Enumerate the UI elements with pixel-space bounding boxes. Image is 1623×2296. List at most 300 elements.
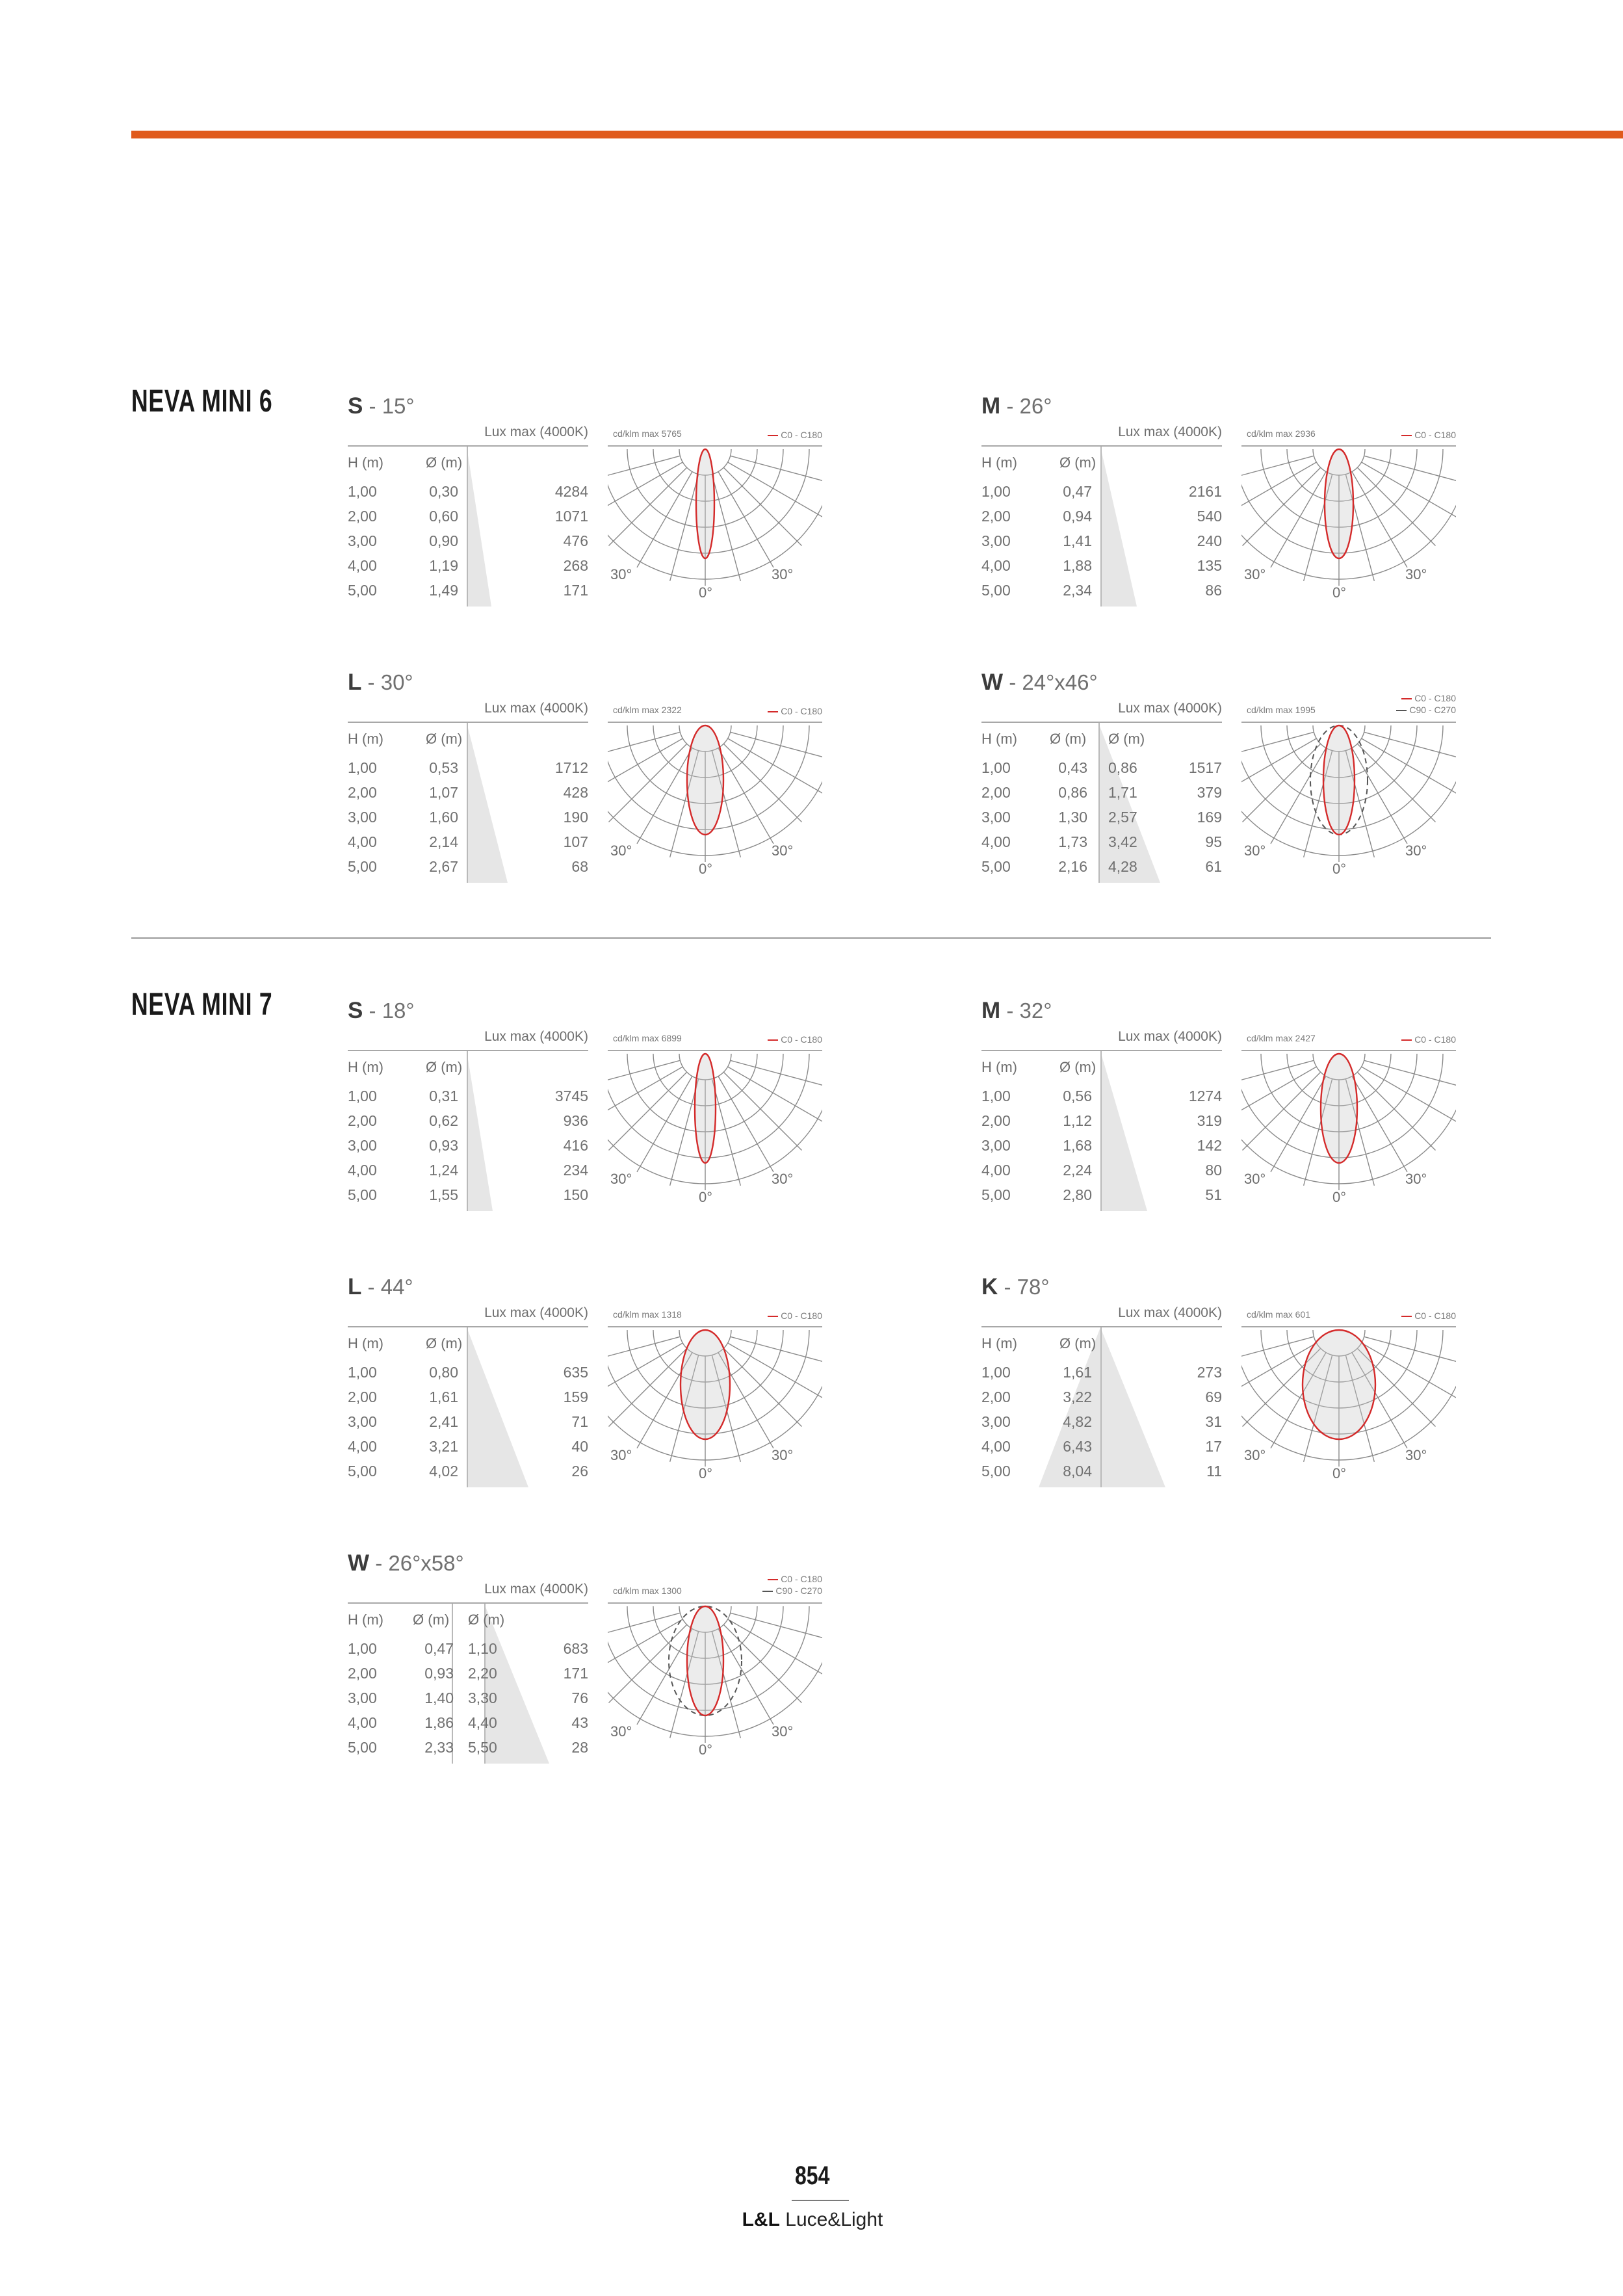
legend-swatch bbox=[768, 1579, 778, 1580]
cd-klm-label bbox=[613, 428, 682, 439]
table-cell: 1,61 bbox=[429, 1389, 458, 1405]
table-cell: 3,30 bbox=[468, 1689, 497, 1706]
table-cell: 2,00 bbox=[348, 1389, 377, 1405]
section-title: NEVA MINI 6 bbox=[131, 384, 273, 419]
table-cell: 4284 bbox=[554, 483, 588, 500]
polar-ray bbox=[1271, 1076, 1326, 1172]
page-number: 854 bbox=[795, 2161, 830, 2190]
beam-sep: - bbox=[361, 1275, 381, 1299]
legend-label: C0 - C180 bbox=[781, 1034, 822, 1045]
cd-max: max 5765 bbox=[642, 428, 682, 439]
angle-label-right: 30° bbox=[1405, 566, 1427, 582]
beam-spread-shape bbox=[467, 1051, 610, 1214]
beam-spread-triangle bbox=[1100, 447, 1137, 607]
column-header: H (m) bbox=[348, 454, 383, 471]
cd-unit: cd/klm bbox=[613, 428, 640, 439]
legend-entry bbox=[1401, 1034, 1456, 1045]
beam-sep: - bbox=[1003, 670, 1022, 694]
beam-letter: W bbox=[981, 670, 1004, 695]
polar-ray bbox=[637, 1076, 692, 1172]
table-cell: 273 bbox=[1197, 1364, 1222, 1381]
table-cell: 1,00 bbox=[348, 1364, 377, 1381]
polar-grid bbox=[1241, 723, 1456, 892]
table-cell: 2,16 bbox=[1058, 858, 1087, 875]
table-cell: 107 bbox=[563, 833, 588, 850]
table-cell: 0,90 bbox=[429, 532, 458, 549]
beam-title bbox=[348, 393, 415, 419]
table-cell: 8,04 bbox=[1063, 1463, 1092, 1480]
table-cell: 5,00 bbox=[981, 582, 1011, 599]
lux-table bbox=[981, 701, 1222, 896]
legend-entry bbox=[768, 430, 822, 440]
polar-diagram bbox=[608, 1305, 822, 1494]
table-cell: 2,00 bbox=[981, 508, 1011, 525]
angle-label-left: 30° bbox=[610, 1723, 632, 1740]
column-header: H (m) bbox=[981, 731, 1017, 747]
polar-grid bbox=[608, 723, 822, 892]
polar-ray bbox=[728, 1619, 824, 1675]
table-cell: 76 bbox=[571, 1689, 588, 1706]
column-header: Ø (m) bbox=[426, 731, 463, 747]
table-cell: 11 bbox=[1206, 1463, 1222, 1480]
table-cell: 2161 bbox=[1188, 483, 1222, 500]
table-cell: 1,86 bbox=[424, 1714, 454, 1731]
beam-spread-shape bbox=[467, 723, 610, 885]
lux-max-label: Lux max (4000K) bbox=[1118, 1305, 1222, 1320]
table-cell: 2,00 bbox=[981, 784, 1011, 801]
table-cell: 5,00 bbox=[348, 582, 377, 599]
legend-label: C0 - C180 bbox=[781, 1574, 822, 1584]
table-cell: 3,00 bbox=[348, 809, 377, 826]
table-cell: 2,33 bbox=[424, 1739, 454, 1756]
angle-label-right: 30° bbox=[1405, 1171, 1427, 1187]
table-cell: 1517 bbox=[1188, 759, 1222, 776]
column-header: Ø (m) bbox=[1108, 731, 1145, 747]
legend-entry bbox=[768, 1034, 822, 1045]
table-cell: 3,00 bbox=[981, 809, 1011, 826]
beam-spread-shape bbox=[1100, 1051, 1243, 1214]
table-cell: 936 bbox=[563, 1112, 588, 1129]
lux-table bbox=[348, 1305, 588, 1500]
table-cell: 2,00 bbox=[981, 1112, 1011, 1129]
table-cell: 2,00 bbox=[348, 1112, 377, 1129]
beam-letter: M bbox=[981, 998, 1001, 1023]
beam-spread-triangle bbox=[467, 723, 508, 883]
table-cell: 43 bbox=[571, 1714, 588, 1731]
table-cell: 1,30 bbox=[1058, 809, 1087, 826]
table-cell: 4,00 bbox=[348, 557, 377, 574]
table-cell: 319 bbox=[1197, 1112, 1222, 1129]
table-cell: 17 bbox=[1205, 1438, 1222, 1455]
table-cell: 3,22 bbox=[1063, 1389, 1092, 1405]
polar-ray bbox=[1364, 1060, 1471, 1089]
table-cell: 3,00 bbox=[348, 1413, 377, 1430]
angle-label-right: 30° bbox=[772, 1447, 794, 1463]
polar-ray bbox=[728, 1343, 824, 1398]
angle-label-left: 30° bbox=[1244, 1171, 1266, 1187]
column-header: Ø (m) bbox=[1059, 1335, 1097, 1351]
beam-title bbox=[981, 998, 1052, 1024]
table-cell: 476 bbox=[563, 532, 588, 549]
polar-grid bbox=[1241, 1327, 1456, 1496]
polar-ray bbox=[731, 1060, 837, 1089]
table-cell: 4,00 bbox=[981, 833, 1011, 850]
table-cell: 1,40 bbox=[424, 1689, 454, 1706]
table-cell: 28 bbox=[571, 1739, 588, 1756]
column-header: Ø (m) bbox=[468, 1611, 505, 1628]
polar-ray bbox=[1243, 467, 1321, 545]
table-cell: 1,00 bbox=[981, 1364, 1011, 1381]
table-cell: 3,00 bbox=[981, 532, 1011, 549]
table-cell: 0,47 bbox=[1063, 483, 1092, 500]
table-cell: 142 bbox=[1197, 1137, 1222, 1154]
table-cell: 1,88 bbox=[1063, 557, 1092, 574]
polar-ray bbox=[637, 748, 692, 844]
table-cell: 4,82 bbox=[1063, 1413, 1092, 1430]
beam-sep: - bbox=[361, 670, 381, 694]
angle-label-bottom: 0° bbox=[1332, 584, 1347, 601]
table-cell: 0,94 bbox=[1063, 508, 1092, 525]
table-cell: 3,00 bbox=[981, 1413, 1011, 1430]
table-cell: 1,00 bbox=[348, 1088, 377, 1104]
photometric-block bbox=[981, 670, 1456, 884]
column-header: H (m) bbox=[348, 731, 383, 747]
column-header: H (m) bbox=[348, 1059, 383, 1075]
cd-klm-label bbox=[613, 1585, 682, 1596]
polar-ray bbox=[1271, 748, 1326, 844]
cd-max: max 1318 bbox=[642, 1309, 682, 1320]
lux-max-label: Lux max (4000K) bbox=[1118, 701, 1222, 716]
table-cell: 0,93 bbox=[429, 1137, 458, 1154]
polar-ray bbox=[728, 738, 824, 794]
table-cell: 61 bbox=[1205, 858, 1222, 875]
polar-ray bbox=[1357, 467, 1435, 545]
legend-swatch bbox=[1401, 1316, 1412, 1317]
photometric-block bbox=[348, 670, 822, 884]
polar-ray bbox=[1352, 748, 1407, 844]
polar-ray bbox=[670, 1079, 699, 1186]
angle-label-left: 30° bbox=[1244, 842, 1266, 859]
legend-label: C0 - C180 bbox=[1414, 430, 1456, 440]
lux-max-label: Lux max (4000K) bbox=[484, 701, 588, 716]
column-header: Ø (m) bbox=[1059, 454, 1097, 471]
angle-label-right: 30° bbox=[772, 1171, 794, 1187]
table-cell: 3745 bbox=[554, 1088, 588, 1104]
beam-angle: 26°x58° bbox=[388, 1551, 464, 1575]
table-cell: 683 bbox=[563, 1640, 588, 1657]
table-cell: 1,73 bbox=[1058, 833, 1087, 850]
photometric-block bbox=[981, 1274, 1456, 1489]
polar-ray bbox=[1243, 1072, 1321, 1150]
polar-diagram bbox=[608, 424, 822, 613]
cd-max: max 1300 bbox=[642, 1585, 682, 1596]
table-cell: 3,42 bbox=[1108, 833, 1137, 850]
table-cell: 379 bbox=[1197, 784, 1222, 801]
table-cell: 2,80 bbox=[1063, 1186, 1092, 1203]
table-col-divider bbox=[1100, 1051, 1102, 1211]
legend-label: C0 - C180 bbox=[1414, 693, 1456, 703]
angle-label-bottom: 0° bbox=[699, 1742, 713, 1758]
polar-ray bbox=[1364, 732, 1471, 761]
polar-ray bbox=[731, 456, 837, 484]
table-cell: 3,21 bbox=[429, 1438, 458, 1455]
table-cell: 4,02 bbox=[429, 1463, 458, 1480]
legend-label: C90 - C270 bbox=[775, 1585, 822, 1596]
c0-curve bbox=[681, 1330, 730, 1439]
legend-label: C0 - C180 bbox=[1414, 1311, 1456, 1321]
column-header: Ø (m) bbox=[1050, 731, 1087, 747]
column-header: Ø (m) bbox=[413, 1611, 450, 1628]
beam-sep: - bbox=[369, 1551, 389, 1575]
polar-diagram bbox=[1241, 1029, 1456, 1218]
table-col-divider bbox=[467, 1327, 468, 1487]
beam-angle: 24°x46° bbox=[1022, 670, 1098, 694]
polar-ray bbox=[1364, 1337, 1471, 1365]
table-cell: 135 bbox=[1197, 557, 1222, 574]
table-cell: 0,31 bbox=[429, 1088, 458, 1104]
polar-grid bbox=[1241, 447, 1456, 616]
table-cell: 3,00 bbox=[348, 1689, 377, 1706]
footer-divider bbox=[792, 2200, 849, 2201]
beam-angle: 32° bbox=[1019, 998, 1052, 1023]
legend-entry bbox=[1401, 693, 1456, 703]
polar-ray bbox=[609, 1072, 687, 1150]
table-cell: 5,00 bbox=[348, 1186, 377, 1203]
photometric-block bbox=[348, 998, 822, 1212]
cd-unit: cd/klm bbox=[1247, 428, 1273, 439]
beam-letter: L bbox=[348, 1274, 362, 1299]
photometric-block bbox=[348, 1550, 822, 1765]
table-cell: 26 bbox=[571, 1463, 588, 1480]
polar-grid bbox=[608, 447, 822, 616]
legend-entry bbox=[768, 706, 822, 716]
angle-label-left: 30° bbox=[610, 1171, 632, 1187]
beam-letter: S bbox=[348, 393, 363, 419]
beam-spread-triangle bbox=[1100, 1051, 1147, 1211]
table-cell: 4,00 bbox=[981, 1162, 1011, 1179]
column-header: Ø (m) bbox=[426, 454, 463, 471]
table-cell: 0,60 bbox=[429, 508, 458, 525]
table-cell: 6,43 bbox=[1063, 1438, 1092, 1455]
cd-unit: cd/klm bbox=[613, 1585, 640, 1596]
table-cell: 5,00 bbox=[981, 1186, 1011, 1203]
legend-label: C90 - C270 bbox=[1409, 705, 1456, 715]
beam-sep: - bbox=[1000, 394, 1020, 418]
table-cell: 1,00 bbox=[981, 1088, 1011, 1104]
polar-ray bbox=[609, 1348, 687, 1426]
table-cell: 2,67 bbox=[429, 858, 458, 875]
table-cell: 1,60 bbox=[429, 809, 458, 826]
table-cell: 5,00 bbox=[981, 858, 1011, 875]
table-cell: 69 bbox=[1205, 1389, 1222, 1405]
table-cell: 234 bbox=[563, 1162, 588, 1179]
legend-label: C0 - C180 bbox=[781, 706, 822, 716]
table-cell: 0,93 bbox=[424, 1665, 454, 1682]
polar-diagram bbox=[1241, 1305, 1456, 1494]
table-cell: 416 bbox=[563, 1137, 588, 1154]
table-cell: 240 bbox=[1197, 532, 1222, 549]
table-cell: 5,00 bbox=[348, 1463, 377, 1480]
table-cell: 4,00 bbox=[348, 833, 377, 850]
table-cell: 51 bbox=[1205, 1186, 1222, 1203]
lux-max-label: Lux max (4000K) bbox=[1118, 1029, 1222, 1044]
beam-title bbox=[348, 1274, 413, 1300]
polar-ray bbox=[723, 467, 801, 545]
cd-max: max 6899 bbox=[642, 1033, 682, 1043]
cd-unit: cd/klm bbox=[1247, 1309, 1273, 1320]
lux-max-label: Lux max (4000K) bbox=[484, 424, 588, 439]
table-cell: 95 bbox=[1205, 833, 1222, 850]
legend-label: C0 - C180 bbox=[1414, 1034, 1456, 1045]
polar-ray bbox=[1362, 1067, 1457, 1122]
table-cell: 31 bbox=[1205, 1413, 1222, 1430]
angle-label-right: 30° bbox=[772, 1723, 794, 1740]
table-cell: 2,34 bbox=[1063, 582, 1092, 599]
table-cell: 2,00 bbox=[348, 784, 377, 801]
table-cell: 169 bbox=[1197, 809, 1222, 826]
table-cell: 1,55 bbox=[429, 1186, 458, 1203]
beam-title bbox=[348, 670, 413, 696]
lux-max-label: Lux max (4000K) bbox=[484, 1029, 588, 1044]
photometric-block bbox=[981, 393, 1456, 608]
polar-ray bbox=[637, 472, 692, 567]
beam-spread-shape bbox=[1100, 447, 1243, 609]
table-cell: 190 bbox=[563, 809, 588, 826]
cd-klm-label bbox=[1247, 428, 1316, 439]
table-cell: 5,50 bbox=[468, 1739, 497, 1756]
legend-label: C0 - C180 bbox=[781, 430, 822, 440]
angle-label-right: 30° bbox=[772, 566, 794, 582]
beam-title bbox=[348, 998, 415, 1024]
lux-max-label: Lux max (4000K) bbox=[1118, 424, 1222, 439]
table-cell: 0,47 bbox=[424, 1640, 454, 1657]
legend-swatch bbox=[768, 1039, 778, 1041]
cd-unit: cd/klm bbox=[613, 705, 640, 715]
table-cell: 4,40 bbox=[468, 1714, 497, 1731]
cd-max: max 2427 bbox=[1275, 1033, 1316, 1043]
angle-label-bottom: 0° bbox=[699, 1465, 713, 1481]
legend-entry bbox=[768, 1574, 822, 1584]
table-cell: 1,12 bbox=[1063, 1112, 1092, 1129]
polar-ray bbox=[1243, 744, 1321, 822]
legend-swatch bbox=[768, 711, 778, 712]
column-header: Ø (m) bbox=[1059, 1059, 1097, 1075]
cd-unit: cd/klm bbox=[613, 1033, 640, 1043]
lux-table bbox=[981, 424, 1222, 620]
table-cell: 3,00 bbox=[981, 1137, 1011, 1154]
beam-sep: - bbox=[363, 394, 382, 418]
beam-letter: K bbox=[981, 1274, 998, 1299]
legend-swatch bbox=[762, 1591, 773, 1592]
angle-label-left: 30° bbox=[1244, 566, 1266, 582]
legend-swatch bbox=[1401, 435, 1412, 436]
angle-label-bottom: 0° bbox=[699, 861, 713, 877]
polar-ray bbox=[723, 1072, 801, 1150]
c0-curve bbox=[1303, 1330, 1375, 1439]
polar-ray bbox=[712, 475, 740, 581]
table-cell: 1,68 bbox=[1063, 1137, 1092, 1154]
beam-angle: 30° bbox=[380, 670, 413, 694]
polar-ray bbox=[718, 472, 773, 567]
cd-klm-label bbox=[1247, 1309, 1310, 1320]
table-cell: 1,24 bbox=[429, 1162, 458, 1179]
polar-ray bbox=[731, 732, 837, 761]
table-cell: 0,30 bbox=[429, 483, 458, 500]
table-cell: 1,61 bbox=[1063, 1364, 1092, 1381]
c0-curve bbox=[696, 449, 714, 558]
table-col-divider bbox=[1100, 1327, 1102, 1487]
table-cell: 4,00 bbox=[981, 1438, 1011, 1455]
table-col-divider bbox=[1098, 723, 1100, 883]
c0-curve bbox=[1321, 1054, 1357, 1163]
polar-ray bbox=[1352, 1076, 1407, 1172]
table-cell: 2,00 bbox=[981, 1389, 1011, 1405]
beam-sep: - bbox=[1000, 998, 1020, 1023]
angle-label-left: 30° bbox=[610, 842, 632, 859]
beam-title bbox=[981, 670, 1098, 696]
table-cell: 2,41 bbox=[429, 1413, 458, 1430]
table-cell: 1712 bbox=[554, 759, 588, 776]
polar-diagram bbox=[1241, 424, 1456, 613]
table-cell: 2,20 bbox=[468, 1665, 497, 1682]
angle-label-bottom: 0° bbox=[1332, 861, 1347, 877]
cd-max: max 2936 bbox=[1275, 428, 1316, 439]
table-cell: 0,86 bbox=[1108, 759, 1137, 776]
legend-swatch bbox=[768, 1316, 778, 1317]
polar-ray bbox=[731, 1337, 837, 1365]
beam-letter: W bbox=[348, 1550, 370, 1576]
beam-angle: 15° bbox=[382, 394, 415, 418]
c0-curve bbox=[687, 1606, 723, 1715]
legend-swatch bbox=[1401, 1039, 1412, 1041]
polar-ray bbox=[609, 744, 687, 822]
cd-klm-label bbox=[613, 1309, 682, 1320]
table-col-divider bbox=[467, 447, 468, 607]
table-cell: 0,86 bbox=[1058, 784, 1087, 801]
table-cell: 68 bbox=[571, 858, 588, 875]
angle-label-bottom: 0° bbox=[1332, 1465, 1347, 1481]
polar-diagram bbox=[608, 1574, 822, 1770]
table-cell: 2,00 bbox=[348, 508, 377, 525]
polar-ray bbox=[1364, 456, 1471, 484]
table-cell: 1,19 bbox=[429, 557, 458, 574]
legend-entry bbox=[762, 1585, 822, 1596]
beam-spread-shape bbox=[467, 447, 610, 609]
column-header: H (m) bbox=[981, 1335, 1017, 1351]
angle-label-left: 30° bbox=[1244, 1447, 1266, 1463]
polar-ray bbox=[670, 475, 699, 581]
beam-title bbox=[981, 1274, 1050, 1300]
polar-ray bbox=[728, 462, 824, 517]
table-cell: 159 bbox=[563, 1389, 588, 1405]
column-header: Ø (m) bbox=[426, 1059, 463, 1075]
lux-table bbox=[981, 1305, 1222, 1500]
table-cell: 5,00 bbox=[348, 858, 377, 875]
brand-text: Luce&Light bbox=[785, 2209, 883, 2230]
polar-grid bbox=[608, 1604, 822, 1773]
beam-letter: S bbox=[348, 998, 363, 1023]
table-cell: 2,00 bbox=[348, 1665, 377, 1682]
lux-table bbox=[981, 1029, 1222, 1224]
beam-title bbox=[348, 1550, 464, 1576]
lux-max-label: Lux max (4000K) bbox=[484, 1305, 588, 1320]
table-cell: 3,00 bbox=[348, 1137, 377, 1154]
table-cell: 4,00 bbox=[981, 557, 1011, 574]
polar-ray bbox=[1357, 1072, 1435, 1150]
table-cell: 1,00 bbox=[348, 1640, 377, 1657]
cd-unit: cd/klm bbox=[1247, 705, 1273, 715]
legend-swatch bbox=[1401, 698, 1412, 699]
